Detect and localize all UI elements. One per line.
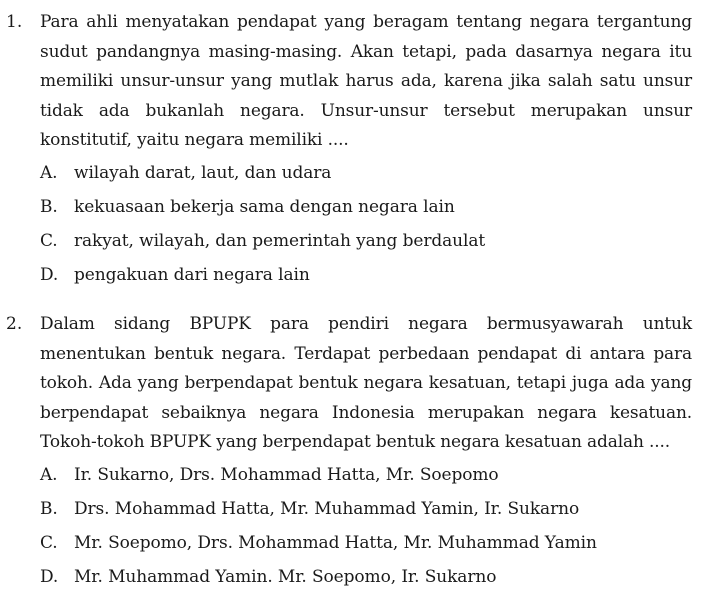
option-letter: B. [40, 498, 58, 519]
option-letter: C. [40, 532, 58, 553]
option-letter: D. [40, 264, 59, 285]
question-body [40, 8, 692, 292]
option-letter: B. [40, 196, 58, 217]
answer-options [40, 458, 692, 594]
option-d[interactable] [40, 258, 692, 292]
option-text: Ir. Sukarno, Drs. Mohammad Hatta, Mr. Soepomo [74, 464, 499, 485]
option-text: Mr. Soepomo, Drs. Mohammad Hatta, Mr. Muhammad Yamin [74, 532, 597, 553]
question-text: Dalam sidang BPUPK para pendiri negara bermusyawarah untuk menentukan bentuk negara. Terdapat perbedaan pendapat di antara para tokoh. Ada yang berpendapat bentuk negara kesatuan, tetapi juga ada yang berpendapat sebaiknya negara Indonesia merupakan negara kesatuan. Tokoh-tokoh BPUPK yang berpendapat bentuk negara kesatuan adalah .... [40, 313, 692, 453]
option-text: Drs. Mohammad Hatta, Mr. Muhammad Yamin, Ir. Sukarno [74, 498, 580, 519]
option-d[interactable] [40, 560, 692, 594]
question-text: Para ahli menyatakan pendapat yang beragam tentang negara tergantung sudut pandangnya masing-masing. Akan tetapi, pada dasarnya negara itu memiliki unsur-unsur yang mutlak harus ada, karena jika salah satu unsur tidak ada bukanlah negara. Unsur-unsur tersebut merupakan unsur konstitutif, yaitu negara memiliki .... [40, 12, 692, 151]
option-letter: D. [40, 566, 59, 587]
option-text: wilayah darat, laut, dan udara [74, 162, 332, 183]
option-a[interactable] [40, 458, 692, 492]
question-number: 1. [6, 12, 23, 32]
question-1 [6, 8, 692, 292]
option-text: Mr. Muhammad Yamin. Mr. Soepomo, Ir. Sukarno [74, 566, 497, 587]
option-b[interactable] [40, 190, 692, 224]
option-text: rakyat, wilayah, dan pemerintah yang berdaulat [74, 230, 486, 251]
option-c[interactable] [40, 526, 692, 560]
question-body [40, 310, 692, 594]
answer-options [40, 156, 692, 292]
option-a[interactable] [40, 156, 692, 190]
option-letter: A. [40, 464, 58, 485]
option-letter: A. [40, 162, 58, 183]
question-number: 2. [6, 313, 23, 334]
option-text: pengakuan dari negara lain [74, 264, 310, 285]
option-text: kekuasaan bekerja sama dengan negara lain [74, 196, 455, 217]
question-2 [6, 310, 692, 594]
option-c[interactable] [40, 224, 692, 258]
option-letter: C. [40, 230, 58, 251]
option-b[interactable] [40, 492, 692, 526]
